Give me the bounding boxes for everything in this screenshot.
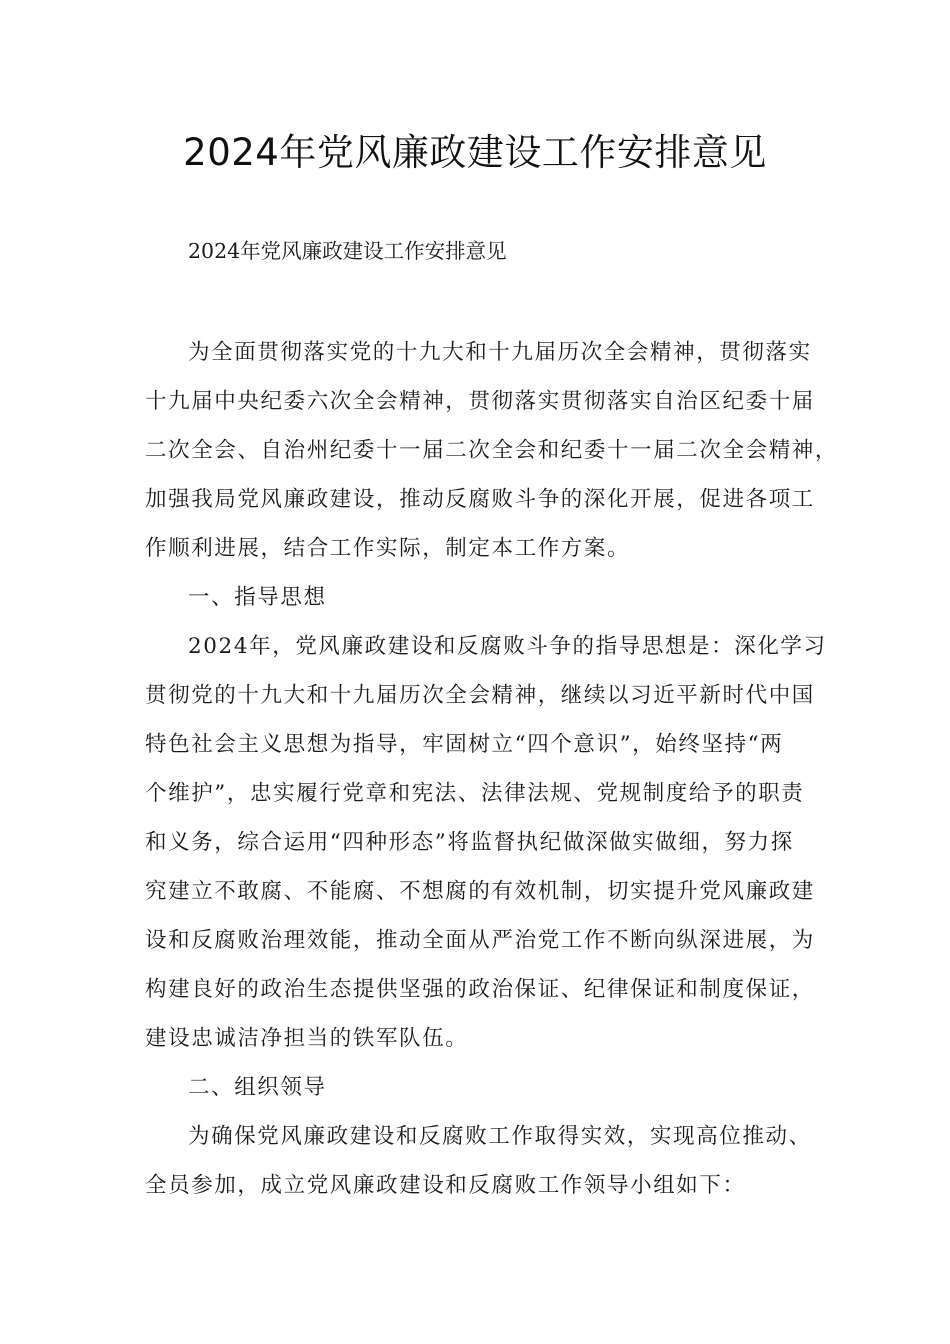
paragraph-line: 全员参加，成立党风廉政建设和反腐败工作领导小组如下： bbox=[145, 1173, 746, 1198]
paragraph-line: 特色社会主义思想为指导，牢固树立“四个意识”，始终坚持“两 bbox=[145, 732, 784, 757]
paragraph-line: 究建立不敢腐、不能腐、不想腐的有效机制，切实提升党风廉政建 bbox=[145, 879, 815, 904]
paragraph-line: 作顺利进展，结合工作实际，制定本工作方案。 bbox=[145, 536, 631, 561]
paragraph-line: 个维护”，忠实履行党章和宪法、法律法规、党规制度给予的职责 bbox=[145, 781, 805, 806]
section-heading: 一、指导思想 bbox=[188, 585, 327, 610]
document-title: 2024年党风廉政建设工作安排意见 bbox=[183, 131, 767, 174]
paragraph-line: 构建良好的政治生态提供坚强的政治保证、纪律保证和制度保证， bbox=[145, 977, 815, 1002]
paragraph-line: 和义务，综合运用“四种形态”将监督执纪做深做实做细，努力探 bbox=[145, 830, 794, 855]
paragraph-line: 设和反腐败治理效能，推动全面从严治党工作不断向纵深进展，为 bbox=[145, 928, 815, 953]
paragraph-line: 为确保党风廉政建设和反腐败工作取得实效，实现高位推动、 bbox=[188, 1124, 812, 1149]
document-subtitle: 2024年党风廉政建设工作安排意见 bbox=[188, 239, 507, 263]
paragraph-line: 贯彻党的十九大和十九届历次全会精神，继续以习近平新时代中国 bbox=[145, 683, 815, 708]
paragraph-line: 十九届中央纪委六次全会精神，贯彻落实贯彻落实自治区纪委十届 bbox=[145, 389, 815, 414]
paragraph-line: 二次全会、自治州纪委十一届二次全会和纪委十一届二次全会精神， bbox=[145, 438, 839, 463]
paragraph-line: 加强我局党风廉政建设，推动反腐败斗争的深化开展，促进各项工 bbox=[145, 487, 815, 512]
paragraph-line: 为全面贯彻落实党的十九大和十九届历次全会精神，贯彻落实 bbox=[188, 340, 812, 365]
paragraph-line: 2024年，党风廉政建设和反腐败斗争的指导思想是：深化学习 bbox=[188, 634, 827, 659]
paragraph-line: 建设忠诚洁净担当的铁军队伍。 bbox=[145, 1026, 469, 1051]
section-heading: 二、组织领导 bbox=[188, 1075, 327, 1100]
body-text bbox=[145, 328, 839, 1210]
